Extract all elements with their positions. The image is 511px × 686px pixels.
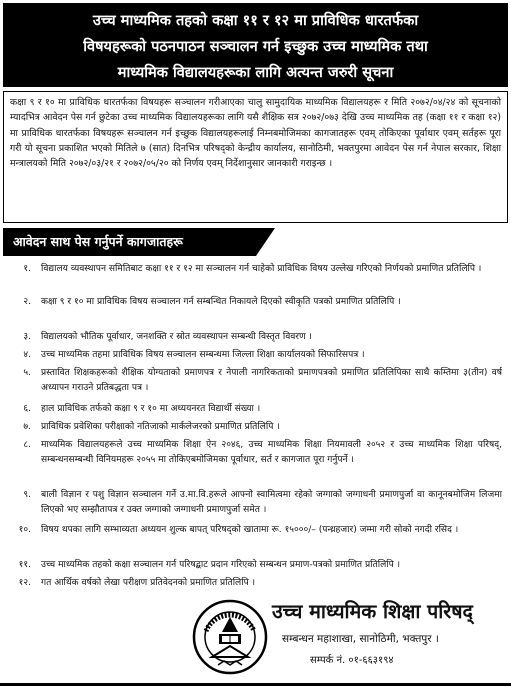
list-item-text: प्रस्तावित शिक्षकहरूको शैक्षिक योग्यताको प्रमाणपत्र र नेपाली नागरिकताको प्रमाणपत्रको प्रमाणित प्रतिलिपिका साथै कम्तिमा ३(तीन) वर्ष अध्यापन गराउने प्रतिबद्धता पत्र ।: [41, 368, 502, 393]
list-item: [3, 366, 508, 396]
list-item-text: गत आर्थिक वर्षको लेखा परीक्षण प्रतिवेदनको प्रमाणित प्रतिलिपि ।: [41, 578, 256, 588]
list-item-text: हाल प्राविधिक तर्फको कक्षा ९ र १० मा अध्ययनरत विद्यार्थी संख्या ।: [41, 404, 261, 414]
contact-phone: सम्पर्क नं. ०१-६६३१९४: [310, 655, 394, 666]
list-item: [3, 558, 508, 573]
list-item: [3, 295, 508, 310]
list-item: [3, 420, 508, 435]
list-item-text: कक्षा ९ र १० मा प्राविधिक विषय सञ्चालन गर्न सम्बन्धित निकायले दिएको स्वीकृति पत्रको प्रमाणित प्रतिलिपि ।: [41, 297, 401, 307]
list-item: [3, 523, 508, 538]
list-item-number: ४.: [23, 350, 31, 360]
notice-title-line-3: माध्यमिक विद्यालयहरूका लागि अत्यन्त जरुरी सूचना: [117, 64, 394, 81]
list-item-text: विषय थपका लागि सम्भाव्यता अध्ययन शुल्क बापत् परिषद्को खातामा रू. १५०००/– (पन्ध्रहजार) जम्मा गरी सोको नगदी रसिद ।: [41, 525, 459, 535]
list-item-number: १०.: [18, 525, 31, 535]
list-item-text: उच्च माध्यमिक तहको कक्षा सञ्चालन गर्न परिषद्बाट प्रदान गरिएको सम्बन्धन प्रमाण-पत्रको प्रमाणित प्रतिलिपि ।: [41, 560, 401, 570]
list-item-number: ११.: [18, 560, 31, 570]
list-item-number: ६.: [23, 404, 31, 414]
intro-paragraph: कक्षा ९ र १० मा प्राविधिक धारतर्फका विषयहरू सञ्चालन गरीआएका चालु सामुदायिक माध्यमिक विद्यालयहरू र मिति २०७२/०४/२४ को सूचनाको म्यादभित्र आवेदन पेस गर्न छुटेका उच्च माध्यमिक विद्यालयहरूका लागि यसै शैक्षिक सत्र २०७२/०७३ देखि उच्च माध्यमिक तह (कक्षा ११ र कक्षा १२) मा प्राविधिक धारतर्फका विषयहरू सञ्चालन गर्न इच्छुक विद्यालयहरूलाई निम्नबमोजिमका कागजातहरू एवम् तोकिएका पूर्वाधार एवम् सर्तहरू पूरा गरी यो सूचना प्रकाशित भएको मितिले ७ (सात) दिनभित्र परिषद्को केन्द्रीय कार्यालय, सानोठिमी, भक्तपुरमा आवेदन पेस गर्न नेपाल सरकार, शिक्षा मन्त्रालयको मिति २०७२/०३/२१ र २०७२/०५/२० को निर्णय एवम् निर्देशानुसार जानकारी गराइन्छ ।: [3, 91, 508, 223]
notice-title-line-2: विषयहरूको पठनपाठन सञ्चालन गर्न इच्छुक उच्च माध्यमिक तथा: [83, 38, 428, 55]
notice-footer: [0, 593, 511, 686]
list-item-number: ९.: [23, 490, 31, 500]
list-item-number: ७.: [23, 422, 31, 432]
list-item-number: १२.: [18, 578, 31, 588]
documents-section-heading: [3, 228, 508, 256]
list-item-number: ५.: [23, 368, 31, 378]
list-item-text: विद्यालयको भौतिक पूर्वाधार, जनशक्ति र स्रोत व्यवस्थापन सम्बन्धी विस्तृत विवरण ।: [41, 332, 312, 342]
list-item-text: उच्च माध्यमिक तहमा प्राविधिक विषय सञ्चालन सम्बन्धमा जिल्ला शिक्षा कार्यालयको सिफारिसपत्र ।: [41, 350, 365, 360]
documents-heading-text: आवेदन साथ पेस गर्नुपर्ने कागजातहरू: [13, 234, 183, 249]
list-item: [3, 488, 508, 518]
organization-name: उच्च माध्यमिक शिक्षा परिषद्: [272, 600, 473, 623]
list-item-number: ८.: [23, 440, 31, 450]
list-item: [3, 262, 508, 277]
notice-title-line-1: उच्च माध्यमिक तहको कक्षा ११ र १२ मा प्राविधिक धारतर्फका: [92, 12, 419, 29]
list-item-text: माध्यमिक विद्यालयहरूले उच्च माध्यमिक शिक्षा ऐन २०४६, उच्च माध्यमिक शिक्षा नियमावली २०५२ र उच्च माध्यमिक शिक्षा परिषद्, सम्बन्धनसम्बन्धी विनियमहरू २०५५ मा तोकिएबमोजिमका पूर्वाधार, सर्त र कागजात पूरा गर्नुपर्ने ।: [41, 440, 502, 465]
list-item-number: २.: [23, 297, 31, 307]
list-item-text: विद्यालय व्यवस्थापन समितिबाट कक्षा ११ र १२ मा सञ्चालन गर्न चाहेको प्राविधिक विषय उल्लेख गरिएको निर्णयको प्रमाणित प्रतिलिपि ।: [41, 264, 482, 274]
list-item: [3, 438, 508, 468]
council-seal-icon: [192, 599, 268, 675]
notice-title-block: [3, 3, 508, 87]
list-item: [3, 402, 508, 417]
list-item-number: १.: [23, 264, 31, 274]
list-item-text: बाली विज्ञान र पशु विज्ञान सञ्चालन गर्ने उ.मा.वि.हरूले आफ्नो स्वामित्वमा रहेको जग्गाको जग्गाधनी प्रमाणपुर्जा वा कानूनबमोजिम लिजमा लिएको भए सम्झौतापत्र र उक्त जग्गाको जग्गाधनी प्रमाणपुर्जा समेत ।: [41, 490, 502, 515]
organization-address: सम्बन्धन महाशाखा, सानोठिमी, भक्तपुर ।: [282, 633, 439, 645]
list-item: [3, 348, 508, 363]
list-item: [3, 576, 508, 591]
list-item: [3, 330, 508, 345]
list-item-text: प्राविधिक प्रवेशिका परीक्षाको नतिजाको मार्कलेजरको प्रमाणित प्रतिलिपि ।: [41, 422, 280, 432]
list-item-number: ३.: [23, 332, 31, 342]
